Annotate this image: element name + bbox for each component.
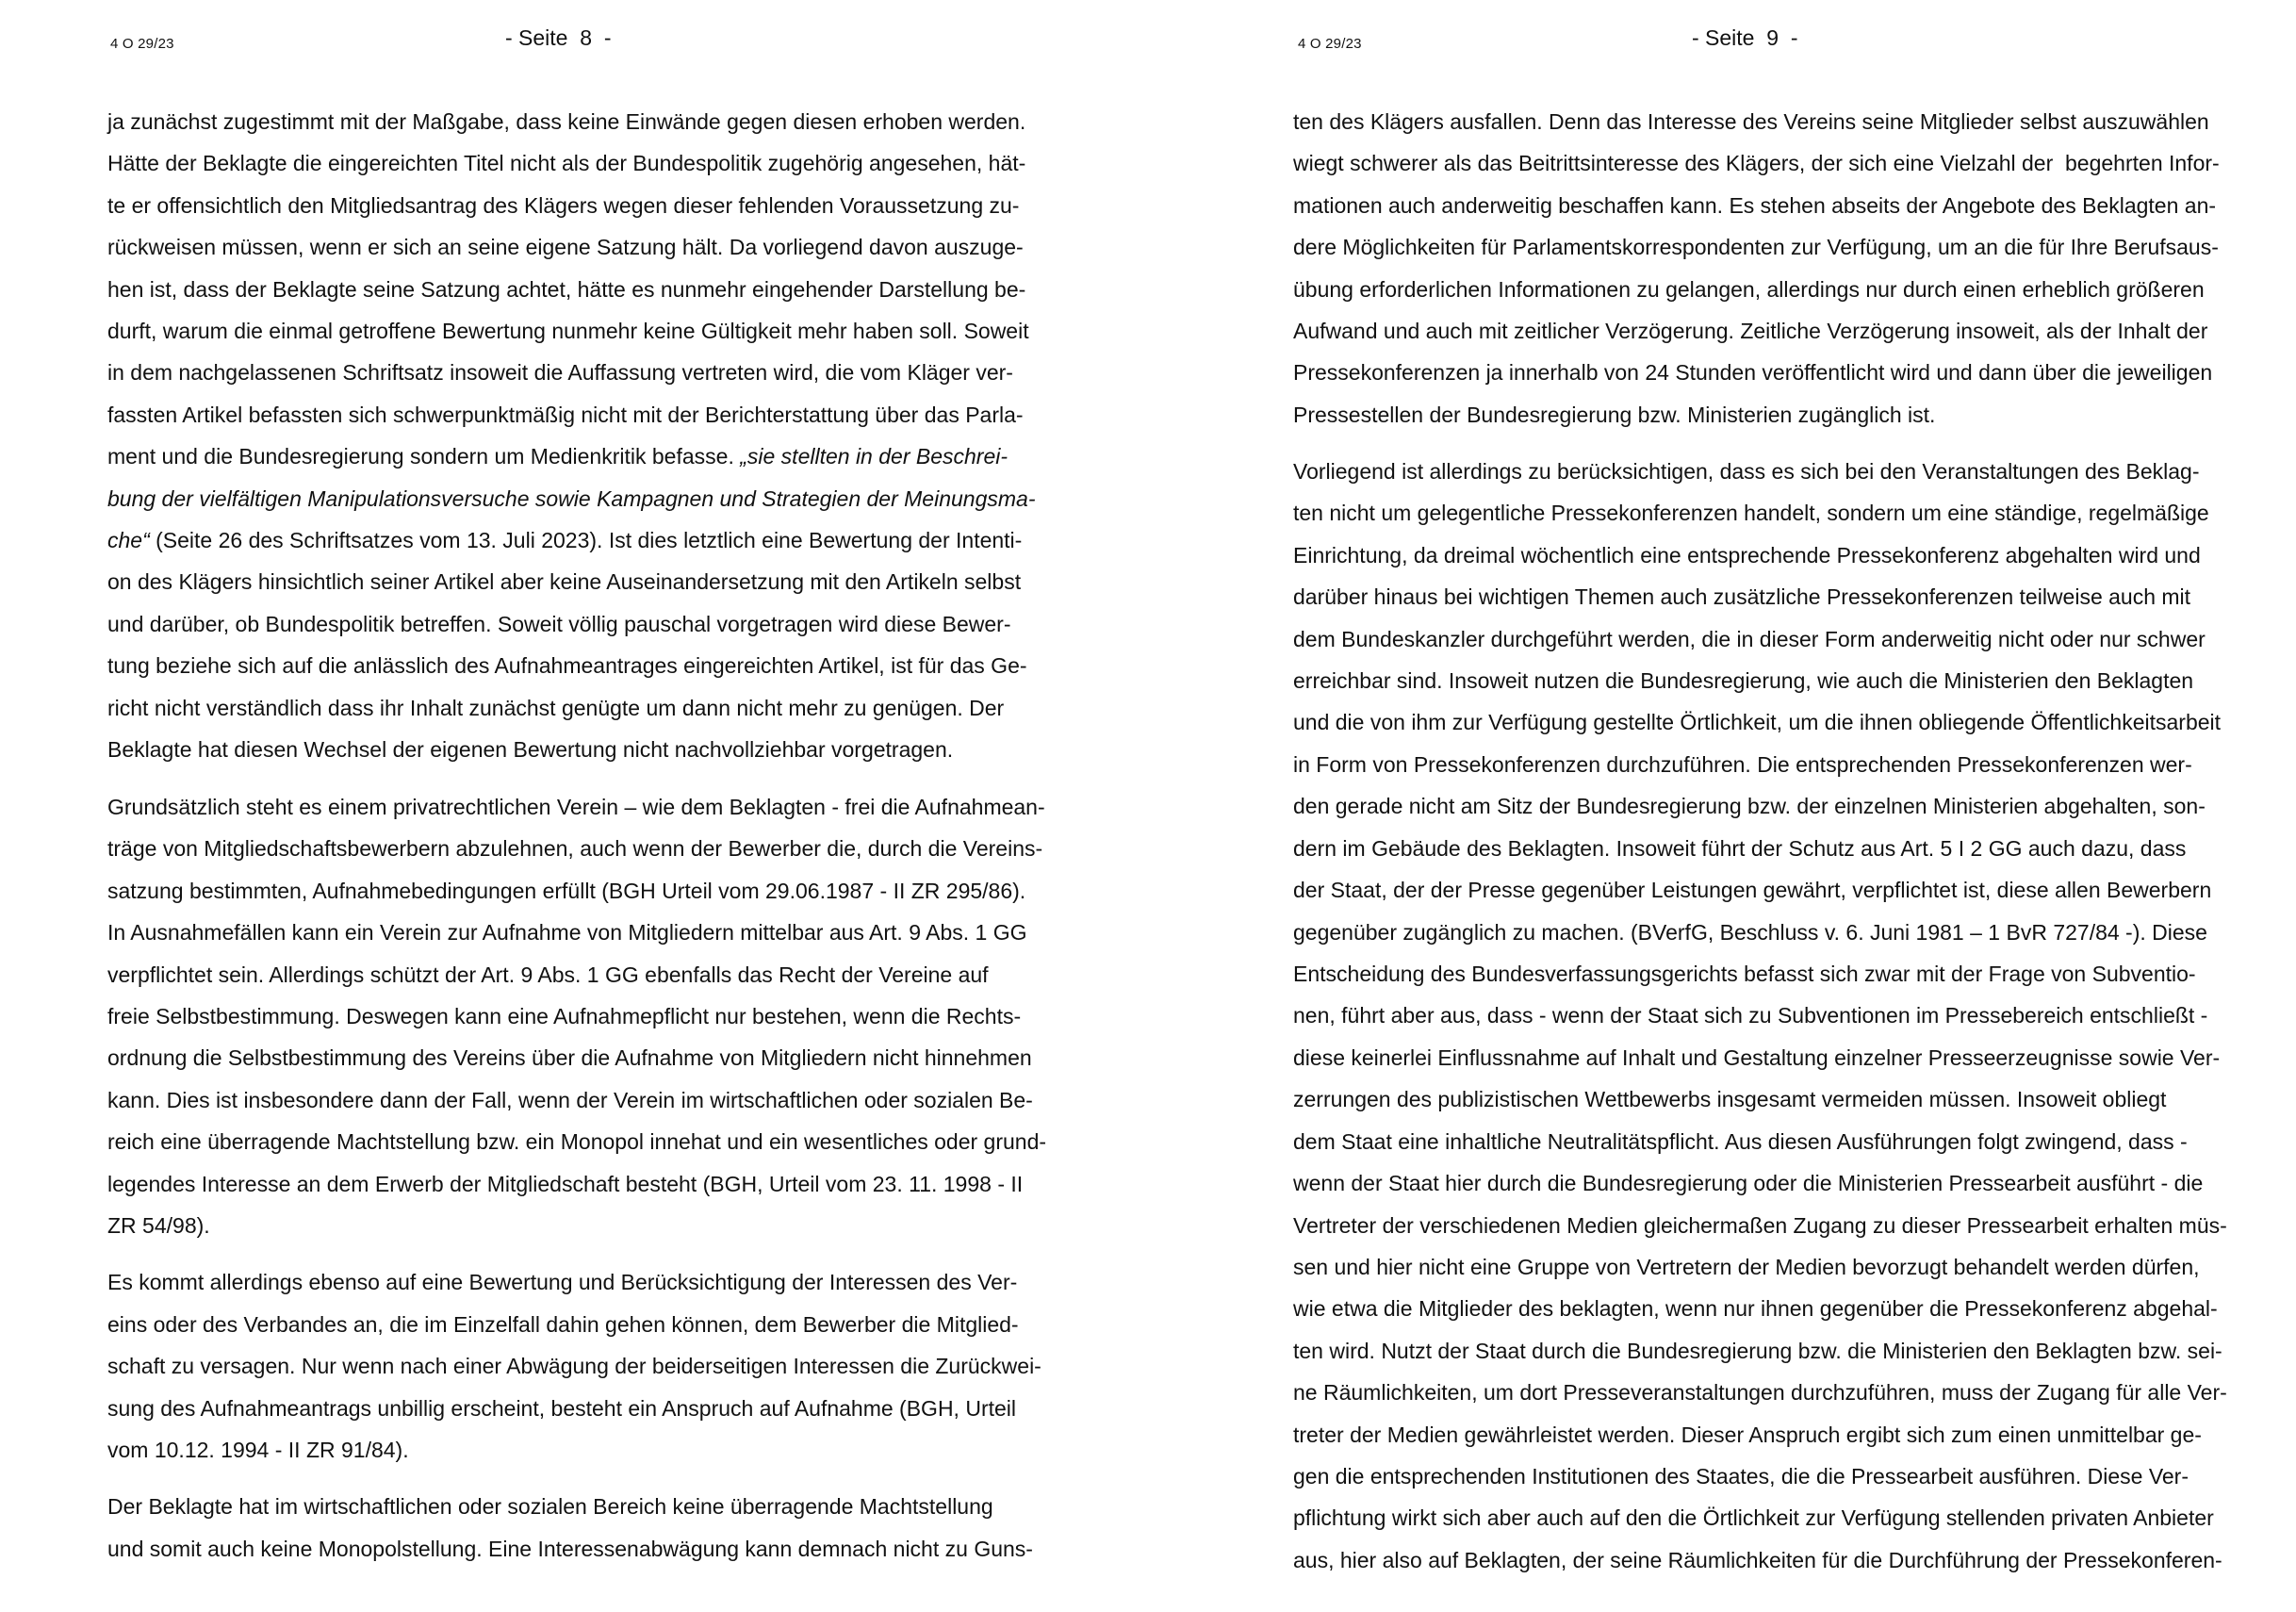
text-line: der Staat, der der Presse gegenüber Leistungen gewährt, verpflichtet ist, diese allen Bewerbern	[1293, 878, 2212, 902]
text-line: ne Räumlichkeiten, um dort Presseveranstaltungen durchzuführen, muss der Zugang für alle Ver-	[1293, 1380, 2227, 1405]
text-line: on des Klägers hinsichtlich seiner Artikel aber keine Auseinandersetzung mit den Artikeln selbst	[107, 569, 1022, 594]
document-page-9	[1186, 0, 2296, 1612]
text-line: zerrungen des publizistischen Wettbewerbs insgesamt vermeiden müssen. Insoweit obliegt	[1293, 1087, 2167, 1111]
text-line: pflichtung wirkt sich aber auch auf den die Örtlichkeit zur Verfügung stellenden privaten Anbieter	[1293, 1505, 2214, 1530]
text-line: schaft zu versagen. Nur wenn nach einer Abwägung der beiderseitigen Interessen die Zurückwei-	[107, 1354, 1041, 1378]
text-line: übung erforderlichen Informationen zu gelangen, allerdings nur durch einen erheblich größeren	[1293, 277, 2205, 302]
text-line: darüber hinaus bei wichtigen Themen auch zusätzliche Pressekonferenzen teilweise auch mit	[1293, 584, 2191, 609]
text-line: Vertreter der verschiedenen Medien gleichermaßen Zugang zu dieser Pressearbeit erhalten müs-	[1293, 1213, 2227, 1238]
text-line: treter der Medien gewährleistet werden. Dieser Anspruch ergibt sich zum einen unmittelbar ge-	[1293, 1423, 2202, 1447]
text-line: und somit auch keine Monopolstellung. Eine Interessenabwägung kann demnach nicht zu Guns-	[107, 1537, 1033, 1561]
page-number: - Seite 9 -	[1692, 25, 1798, 50]
text-line: verpflichtet sein. Allerdings schützt der Art. 9 Abs. 1 GG ebenfalls das Recht der Vereine auf	[107, 962, 989, 987]
text-line: aus, hier also auf Beklagten, der seine Räumlichkeiten für die Durchführung der Pressekonferen-	[1293, 1548, 2222, 1572]
text-run: (Seite 26 des Schriftsatzes vom 13. Juli 2023). Ist dies letztlich eine Bewertung der Intenti-	[149, 528, 1023, 552]
text-line: ZR 54/98).	[107, 1213, 210, 1238]
text-line: Der Beklagte hat im wirtschaftlichen oder sozialen Bereich keine überragende Machtstellung	[107, 1494, 993, 1519]
text-line: gegenüber zugänglich zu machen. (BVerfG, Beschluss v. 6. Juni 1981 – 1 BvR 727/84 -). Diese	[1293, 920, 2207, 945]
text-line: In Ausnahmefällen kann ein Verein zur Aufnahme von Mitgliedern mittelbar aus Art. 9 Abs. 1 GG	[107, 920, 1027, 945]
text-line: dem Bundeskanzler durchgeführt werden, die in dieser Form anderweitig nicht oder nur schwer	[1293, 627, 2206, 651]
text-line: Entscheidung des Bundesverfassungsgerichts befasst sich zwar mit der Frage von Subventio-	[1293, 962, 2196, 986]
text-run: ment und die Bundesregierung sondern um Medienkritik befasse.	[107, 444, 734, 469]
text-line: wiegt schwerer als das Beitrittsinteresse des Klägers, der sich eine Vielzahl der begehrten Infor-	[1293, 151, 2220, 175]
text-line: richt nicht verständlich dass ihr Inhalt zunächst genügte um dann nicht mehr zu genügen. Der	[107, 696, 1005, 720]
text-line: Beklagte hat diesen Wechsel der eigenen Bewertung nicht nachvollziehbar vorgetragen.	[107, 737, 954, 762]
page-number: - Seite 8 -	[505, 25, 612, 50]
text-line: in dem nachgelassenen Schriftsatz insoweit die Auffassung vertreten wird, die vom Kläger ver-	[107, 360, 1013, 385]
text-line: freie Selbstbestimmung. Deswegen kann eine Aufnahmepflicht nur bestehen, wenn die Rechts-	[107, 1004, 1022, 1028]
case-number: 4 O 29/23	[1298, 36, 1362, 52]
text-line: sen und hier nicht eine Gruppe von Vertretern der Medien bevorzugt behandelt werden dürfen,	[1293, 1255, 2200, 1279]
text-line: vom 10.12. 1994 - II ZR 91/84).	[107, 1438, 409, 1462]
text-line: Pressekonferenzen ja innerhalb von 24 Stunden veröffentlicht wird und dann über die jeweiligen	[1293, 360, 2213, 385]
text-line: mationen auch anderweitig beschaffen kann. Es stehen abseits der Angebote des Beklagten an-	[1293, 193, 2217, 218]
case-number: 4 O 29/23	[110, 36, 174, 52]
text-line	[107, 436, 1008, 477]
text-line: Es kommt allerdings ebenso auf eine Bewertung und Berücksichtigung der Interessen des Ver-	[107, 1270, 1018, 1294]
text-line: wenn der Staat hier durch die Bundesregierung oder die Ministerien Pressearbeit ausführt - die	[1293, 1171, 2204, 1195]
text-line: wie etwa die Mitglieder des beklagten, wenn nur ihnen gegenüber die Pressekonferenz abgehal-	[1293, 1296, 2218, 1321]
text-line: gen die entsprechenden Institutionen des Staates, die die Pressearbeit ausführen. Diese Ver-	[1293, 1464, 2189, 1489]
text-line: ten des Klägers ausfallen. Denn das Interesse des Vereins seine Mitglieder selbst auszuwählen	[1293, 109, 2209, 134]
text-line: in Form von Pressekonferenzen durchzuführen. Die entsprechenden Pressekonferenzen wer-	[1293, 752, 2192, 777]
text-line: rückweisen müssen, wenn er sich an seine eigene Satzung hält. Da vorliegend davon auszuge-	[107, 235, 1024, 259]
text-line: Hätte der Beklagte die eingereichten Titel nicht als der Bundespolitik zugehörig angesehen, hät-	[107, 151, 1026, 175]
text-line: fassten Artikel befassten sich schwerpunktmäßig nicht mit der Berichterstattung über das Parla-	[107, 403, 1024, 427]
text-line: und darüber, ob Bundespolitik betreffen. Soweit völlig pauschal vorgetragen wird diese Bewer-	[107, 612, 1011, 636]
text-line: te er offensichtlich den Mitgliedsantrag des Klägers wegen dieser fehlenden Voraussetzung zu-	[107, 193, 1020, 218]
text-line: erreichbar sind. Insoweit nutzen die Bundesregierung, wie auch die Ministerien den Beklagten	[1293, 668, 2194, 693]
text-line: reich eine überragende Machtstellung bzw. ein Monopol innehat und ein wesentliches oder grund-	[107, 1129, 1047, 1154]
text-line: ja zunächst zugestimmt mit der Maßgabe, dass keine Einwände gegen diesen erhoben werden.	[107, 109, 1026, 134]
text-line: diese keinerlei Einflussnahme auf Inhalt und Gestaltung einzelner Presseerzeugnisse sowie Ver-	[1293, 1045, 2221, 1070]
text-line: den gerade nicht am Sitz der Bundesregierung bzw. der einzelnen Ministerien abgehalten, son-	[1293, 794, 2206, 818]
text-line: ordnung die Selbstbestimmung des Vereins über die Aufnahme von Mitgliedern nicht hinnehmen	[107, 1045, 1032, 1070]
text-line: ten wird. Nutzt der Staat durch die Bundesregierung bzw. die Ministerien den Beklagten bzw. sei-	[1293, 1339, 2222, 1363]
text-line: ten nicht um gelegentliche Pressekonferenzen handelt, sondern um eine ständige, regelmäßige	[1293, 501, 2209, 525]
text-line: kann. Dies ist insbesondere dann der Fall, wenn der Verein im wirtschaftlichen oder sozialen Be-	[107, 1088, 1033, 1112]
quote-italic: che“	[107, 528, 150, 552]
text-line: Vorliegend ist allerdings zu berücksichtigen, dass es sich bei den Veranstaltungen des Beklag-	[1293, 459, 2200, 484]
text-line: satzung bestimmten, Aufnahmebedingungen erfüllt (BGH Urteil vom 29.06.1987 - II ZR 295/86).	[107, 879, 1026, 903]
text-line: nen, führt aber aus, dass - wenn der Staat sich zu Subventionen im Pressebereich entschließt -	[1293, 1003, 2208, 1028]
text-line	[107, 478, 1036, 519]
text-line: Grundsätzlich steht es einem privatrechtlichen Verein – wie dem Beklagten - frei die Aufnahmean-	[107, 795, 1045, 819]
text-line: sung des Aufnahmeantrags unbillig erscheint, besteht ein Anspruch auf Aufnahme (BGH, Urteil	[107, 1396, 1017, 1421]
text-line: eins oder des Verbandes an, die im Einzelfall dahin gehen können, dem Bewerber die Mitglied-	[107, 1312, 1019, 1337]
text-line: Pressestellen der Bundesregierung bzw. Ministerien zugänglich ist.	[1293, 403, 1936, 427]
text-line: träge von Mitgliedschaftsbewerbern abzulehnen, auch wenn der Bewerber die, durch die Vereins-	[107, 836, 1043, 861]
text-line: Aufwand und auch mit zeitlicher Verzögerung. Zeitliche Verzögerung insoweit, als der Inhalt der	[1293, 319, 2208, 343]
text-line: legendes Interesse an dem Erwerb der Mitgliedschaft besteht (BGH, Urteil vom 23. 11. 1998 - II	[107, 1172, 1024, 1196]
text-line: dere Möglichkeiten für Parlamentskorrespondenten zur Verfügung, um an die für Ihre Berufsaus-	[1293, 235, 2219, 259]
text-line: dem Staat eine inhaltliche Neutralitätspflicht. Aus diesen Ausführungen folgt zwingend, dass -	[1293, 1129, 2188, 1154]
text-line: durft, warum die einmal getroffene Bewertung nunmehr keine Gültigkeit mehr haben soll. Soweit	[107, 319, 1029, 343]
quote-italic: bung der vielfältigen Manipulationsversuche sowie Kampagnen und Strategien der Meinungsma-	[107, 486, 1036, 511]
text-line: hen ist, dass der Beklagte seine Satzung achtet, hätte es nunmehr eingehender Darstellung be-	[107, 277, 1026, 302]
text-line: tung beziehe sich auf die anlässlich des Aufnahmeantrages eingereichten Artikel, ist für das Ge-	[107, 653, 1027, 678]
quote-italic: „sie stellten in der Beschrei-	[740, 444, 1009, 469]
text-line: dern im Gebäude des Beklagten. Insoweit führt der Schutz aus Art. 5 I 2 GG auch dazu, dass	[1293, 836, 2187, 861]
text-line: Einrichtung, da dreimal wöchentlich eine entsprechende Pressekonferenz abgehalten wird und	[1293, 543, 2201, 567]
text-line	[107, 519, 1022, 561]
text-line: und die von ihm zur Verfügung gestellte Örtlichkeit, um die ihnen obliegende Öffentlichkeitsarbeit	[1293, 710, 2222, 734]
